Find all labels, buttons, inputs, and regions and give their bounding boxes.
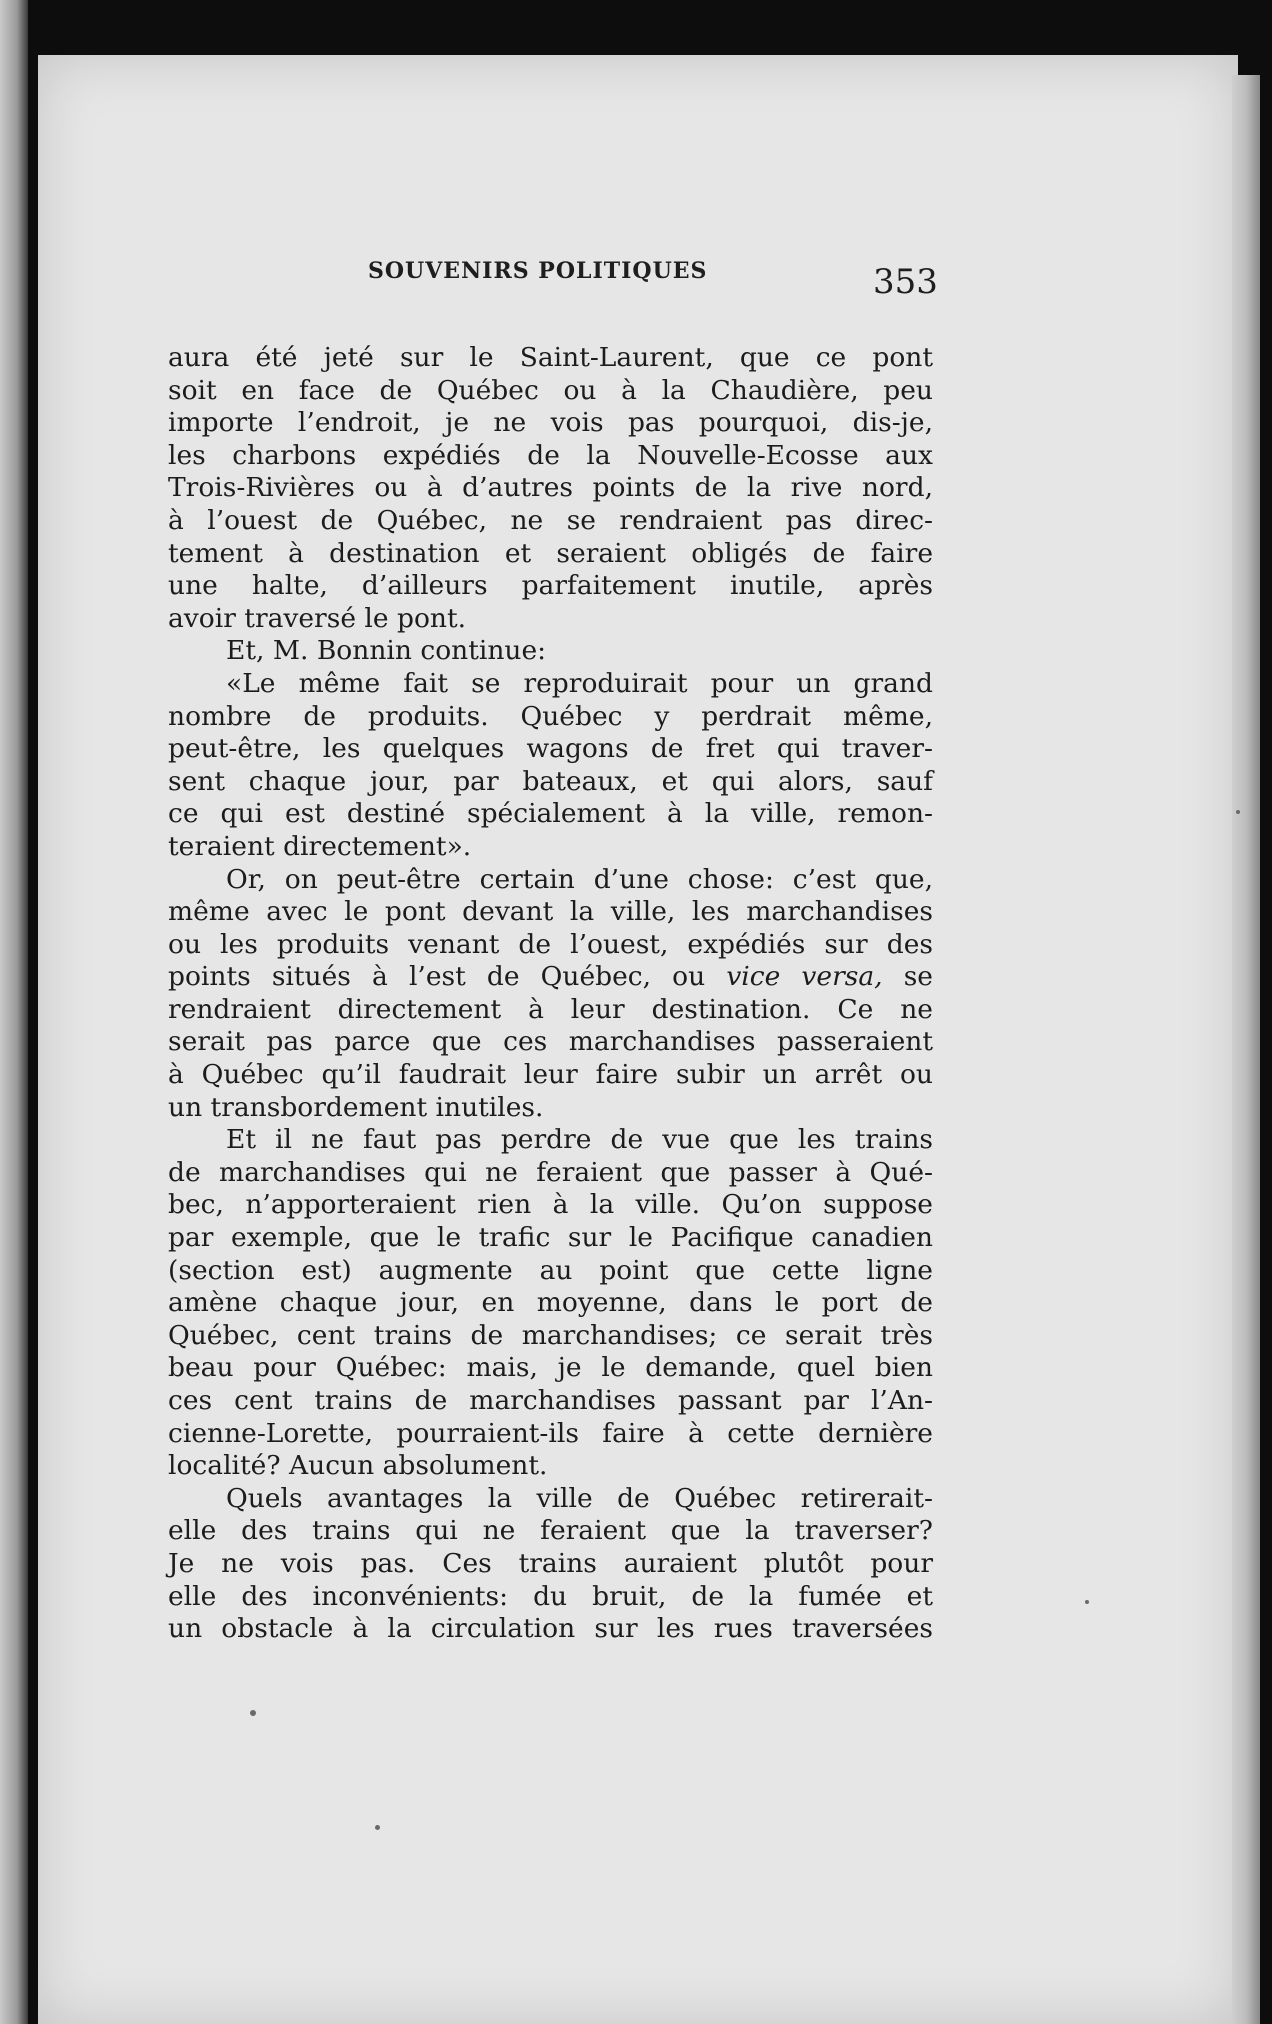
text-line-content: par exemple, que le trafic sur le Pacifique canadien [168, 1222, 933, 1254]
text-line [168, 505, 933, 538]
text-line [168, 342, 933, 375]
text-line [168, 538, 933, 571]
scan-speck [1236, 810, 1240, 814]
text-line [168, 831, 933, 864]
text-line [168, 994, 933, 1027]
text-line [168, 472, 933, 505]
text-line-content: un transbordement inutiles. [168, 1091, 544, 1123]
italic-phrase: vice versa, [726, 961, 883, 993]
text-line-content: peut-être, les quelques wagons de fret qui traver- [168, 733, 933, 765]
text-line [168, 668, 933, 701]
text-line [168, 375, 933, 408]
page-number: 353 [873, 262, 938, 302]
running-head: SOUVENIRS POLITIQUES [368, 258, 708, 284]
text-line [168, 570, 933, 603]
text-line-content: à l’ouest de Québec, ne se rendraient pas direc- [168, 504, 933, 536]
text-line [168, 1092, 933, 1125]
text-line-content: Trois-Rivières ou à d’autres points de la rive nord, [168, 472, 933, 504]
text-line-content: Je ne vois pas. Ces trains auraient plutôt pour [168, 1547, 933, 1579]
text-line-content: aura été jeté sur le Saint-Laurent, que ce pont [168, 342, 933, 373]
text-line-content: beau pour Québec: mais, je le demande, quel bien [168, 1352, 933, 1384]
text-line [168, 1613, 933, 1646]
text-line-content: Et, M. Bonnin continue: [226, 635, 547, 667]
text-line [168, 1548, 933, 1581]
text-line-content: soit en face de Québec ou à la Chaudière, peu [168, 374, 933, 406]
text-line [168, 864, 933, 897]
text-line-tail: se [882, 961, 933, 993]
text-line [168, 1418, 933, 1451]
text-line-content: de marchandises qui ne feraient que passer à Qué- [168, 1156, 933, 1188]
text-line [168, 1483, 933, 1516]
text-line [168, 1255, 933, 1288]
text-line [168, 1352, 933, 1385]
text-line [168, 766, 933, 799]
text-line [168, 1189, 933, 1222]
text-line-content: rendraient directement à leur destination. Ce ne [168, 993, 933, 1025]
text-line-content: ces cent trains de marchandises passant par l’An- [168, 1385, 933, 1416]
text-line [168, 896, 933, 929]
text-line-content: cienne-Lorette, pourraient-ils faire à cette dernière [168, 1417, 933, 1449]
scan-speck [1085, 1600, 1089, 1604]
text-line-content: amène chaque jour, en moyenne, dans le port de [168, 1287, 933, 1319]
scan-speck [375, 1825, 380, 1830]
text-line-content: elle des inconvénients: du bruit, de la fumée et [168, 1580, 933, 1612]
text-line-content: bec, n’apporteraient rien à la ville. Qu’on suppose [168, 1189, 933, 1221]
text-line [168, 701, 933, 734]
text-line-content: à Québec qu’il faudrait leur faire subir un arrêt ou [168, 1059, 933, 1091]
text-line-content: nombre de produits. Québec y perdrait même, [168, 700, 933, 732]
text-line [168, 1581, 933, 1614]
text-line [168, 1515, 933, 1548]
facing-page-edge [0, 0, 28, 2024]
scan-speck [250, 1710, 256, 1716]
text-line [168, 1320, 933, 1353]
text-line-content: ou les produits venant de l’ouest, expédiés sur des [168, 928, 933, 960]
text-line [168, 1385, 933, 1418]
text-line [168, 635, 933, 668]
text-line [168, 440, 933, 473]
body-text [168, 342, 933, 1646]
text-line-content: Quels avantages la ville de Québec retirerait- [226, 1482, 933, 1514]
text-line-content: même avec le pont devant la ville, les marchandises [168, 896, 933, 928]
text-line-content: les charbons expédiés de la Nouvelle-Ecosse aux [168, 439, 933, 471]
text-line [168, 929, 933, 962]
text-line-content: localité? Aucun absolument. [168, 1450, 548, 1482]
text-line-content: sent chaque jour, par bateaux, et qui alors, sauf [168, 765, 933, 797]
text-line-content: un obstacle à la circulation sur les rues traversées [168, 1613, 933, 1645]
text-line [168, 961, 933, 994]
text-line [168, 407, 933, 440]
text-line-content: serait pas parce que ces marchandises passeraient [168, 1026, 933, 1058]
text-line [168, 798, 933, 831]
text-line [168, 603, 933, 636]
text-line [168, 1124, 933, 1157]
text-line-content: une halte, d’ailleurs parfaitement inutile, après [168, 570, 933, 602]
text-line [168, 733, 933, 766]
text-line-content: (section est) augmente au point que cette ligne [168, 1254, 933, 1286]
text-line-content: Et il ne faut pas perdre de vue que les trains [226, 1124, 933, 1156]
text-line-content: teraient directement». [168, 830, 472, 862]
text-line [168, 1157, 933, 1190]
text-line-content: Québec, cent trains de marchandises; ce serait très [168, 1319, 933, 1351]
text-line-content: elle des trains qui ne feraient que la traverser? [168, 1515, 933, 1547]
text-line [168, 1450, 933, 1483]
text-line-content: importe l’endroit, je ne vois pas pourquoi, dis-je, [168, 407, 933, 439]
text-line-content: points situés à l’est de Québec, ou [168, 961, 706, 993]
text-line-content: tement à destination et seraient obligés de faire [168, 537, 933, 569]
text-line [168, 1026, 933, 1059]
text-line-content: avoir traversé le pont. [168, 602, 467, 634]
text-line [168, 1222, 933, 1255]
text-line-content: «Le même fait se reproduirait pour un grand [226, 667, 933, 699]
page-stack-edge [1232, 75, 1260, 2024]
text-line [168, 1059, 933, 1092]
text-line-content: ce qui est destiné spécialement à la ville, remon- [168, 798, 933, 830]
text-line-content: Or, on peut-être certain d’une chose: c’est que, [226, 863, 933, 895]
text-line [168, 1287, 933, 1320]
